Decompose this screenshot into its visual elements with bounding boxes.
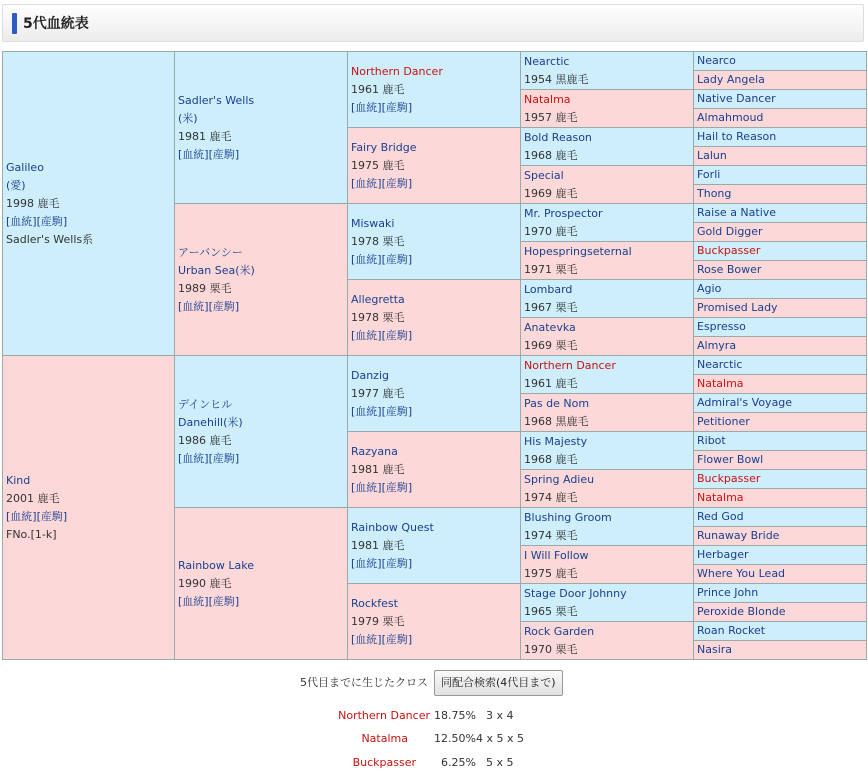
gen5-cell	[694, 204, 867, 223]
gen3-cell	[348, 280, 521, 356]
horse-name-link[interactable]: Fairy Bridge	[351, 140, 417, 154]
gen4-cell	[521, 470, 694, 508]
gen2-cell	[175, 52, 348, 204]
birth-year-color: 1968 黒鹿毛	[524, 414, 589, 428]
gen5-cell	[694, 280, 867, 299]
horse-name-link[interactable]: Allegretta	[351, 292, 405, 306]
pedigree-links[interactable]: [血統][産駒]	[178, 594, 240, 608]
gen4-cell	[521, 128, 694, 166]
birth-year-color: 1968 鹿毛	[524, 452, 578, 466]
pedigree-links[interactable]: [血統][産駒]	[351, 100, 413, 114]
gen3-cell	[348, 432, 521, 508]
birth-year-color: 1970 鹿毛	[524, 224, 578, 238]
horse-name-link[interactable]: Gold Digger	[697, 225, 763, 238]
birth-year-color: 2001 鹿毛	[6, 491, 60, 505]
horse-name-link[interactable]: Forli	[697, 168, 721, 181]
cross-label: 5代目までに生じたクロス	[300, 676, 428, 689]
horse-name-link[interactable]: Ribot	[697, 434, 726, 447]
birth-year-color: 1979 栗毛	[351, 614, 405, 628]
birth-year-color: 1978 栗毛	[351, 234, 405, 248]
horse-name-link[interactable]: Thong	[697, 187, 732, 200]
birth-year-color: 1957 鹿毛	[524, 110, 578, 124]
horse-name-link[interactable]: Sadler's Wells	[178, 93, 255, 107]
header-accent-bar	[12, 13, 17, 34]
cross-percent: 6.25%	[441, 756, 476, 769]
horse-name-link[interactable]: Lady Angela	[697, 73, 765, 86]
horse-name-link[interactable]: Rainbow Lake	[178, 558, 254, 572]
horse-name-link[interactable]: Red God	[697, 510, 744, 523]
gen3-cell	[348, 356, 521, 432]
gen5-cell	[694, 394, 867, 413]
birth-year-color: 1998 鹿毛	[6, 196, 60, 210]
horse-name-jp-link[interactable]: アーバンシー	[178, 245, 243, 259]
cross-percent: 18.75%	[434, 709, 476, 722]
horse-name-link[interactable]: Lombard	[524, 282, 573, 296]
gen5-cell	[694, 489, 867, 508]
horse-name-link[interactable]: Blushing Groom	[524, 510, 612, 524]
same-mating-search-button[interactable]: 同配合検索(4代目まで)	[434, 670, 563, 696]
horse-name-link[interactable]: Rose Bower	[697, 263, 762, 276]
horse-name-link[interactable]: Danehill(米)	[178, 415, 243, 429]
horse-name-link[interactable]: Where You Lead	[697, 567, 786, 580]
cross-percent: 12.50%	[434, 732, 476, 745]
birth-year-color: 1981 鹿毛	[351, 538, 405, 552]
horse-name-link[interactable]: Northern Dancer	[351, 64, 443, 78]
birth-year-color: 1977 鹿毛	[351, 386, 405, 400]
pedigree-links[interactable]: [血統][産駒]	[351, 176, 413, 190]
pedigree-links[interactable]: [血統][産駒]	[351, 632, 413, 646]
gen5-cell	[694, 356, 867, 375]
gen5-cell	[694, 508, 867, 527]
gen5-cell	[694, 185, 867, 204]
horse-name-link[interactable]: Miswaki	[351, 216, 395, 230]
horse-name-link[interactable]: Northern Dancer	[524, 358, 616, 372]
gen5-cell	[694, 109, 867, 128]
birth-year-color: 1968 鹿毛	[524, 148, 578, 162]
horse-name-link[interactable]: Almyra	[697, 339, 737, 352]
cross-row	[270, 708, 530, 724]
gen4-cell	[521, 356, 694, 394]
horse-name-link[interactable]: Stage Door Johnny	[524, 586, 627, 600]
gen3-cell	[348, 204, 521, 280]
family-number: FNo.[1-k]	[6, 527, 57, 541]
gen5-cell	[694, 147, 867, 166]
horse-name-link[interactable]: Rock Garden	[524, 624, 595, 638]
gen5-cell	[694, 565, 867, 584]
cross-horse-link[interactable]: Natalma	[361, 732, 408, 745]
pedigree-links[interactable]: [血統][産駒]	[178, 147, 240, 161]
horse-name-link[interactable]: Admiral's Voyage	[697, 396, 793, 409]
gen5-cell	[694, 375, 867, 394]
gen1-dam-cell	[3, 356, 175, 660]
birth-year-color: 1969 栗毛	[524, 338, 578, 352]
birth-year-color: 1970 栗毛	[524, 642, 578, 656]
gen4-cell	[521, 432, 694, 470]
gen5-cell	[694, 223, 867, 242]
gen2-cell	[175, 204, 348, 356]
gen4-cell	[521, 318, 694, 356]
gen5-cell	[694, 451, 867, 470]
gen5-cell	[694, 261, 867, 280]
birth-year-color: 1986 鹿毛	[178, 433, 232, 447]
gen4-cell	[521, 546, 694, 584]
pedigree-links[interactable]: [血統][産駒]	[351, 252, 413, 266]
pedigree-links[interactable]: [血統][産駒]	[6, 509, 68, 523]
horse-name-link[interactable]: Anatevka	[524, 320, 576, 334]
horse-name-link[interactable]: Roan Rocket	[697, 624, 766, 637]
gen5-cell	[694, 603, 867, 622]
horse-name-link[interactable]: Hail to Reason	[697, 130, 777, 143]
pedigree-links[interactable]: [血統][産駒]	[351, 480, 413, 494]
pedigree-links[interactable]: [血統][産駒]	[6, 214, 68, 228]
horse-name-link[interactable]: Bold Reason	[524, 130, 592, 144]
horse-name-link[interactable]: Buckpasser	[697, 472, 761, 485]
horse-name-link[interactable]: Natalma	[524, 92, 571, 106]
horse-name-link[interactable]: Prince John	[697, 586, 759, 599]
gen4-cell	[521, 90, 694, 128]
country: (愛)	[6, 178, 26, 192]
gen5-cell	[694, 546, 867, 565]
horse-name-link[interactable]: Danzig	[351, 368, 389, 382]
horse-name-link[interactable]: His Majesty	[524, 434, 588, 448]
gen3-cell	[348, 128, 521, 204]
gen5-cell	[694, 622, 867, 641]
gen4-cell	[521, 242, 694, 280]
birth-year-color: 1965 栗毛	[524, 604, 578, 618]
gen4-cell	[521, 508, 694, 546]
gen5-cell	[694, 318, 867, 337]
pedigree-links[interactable]: [血統][産駒]	[351, 404, 413, 418]
gen3-cell	[348, 584, 521, 660]
birth-year-color: 1975 鹿毛	[524, 566, 578, 580]
horse-name-link[interactable]: Galileo	[6, 160, 44, 174]
horse-name-link[interactable]: Spring Adieu	[524, 472, 595, 486]
birth-year-color: 1971 栗毛	[524, 262, 578, 276]
horse-name-jp-link[interactable]: デインヒル	[178, 397, 233, 411]
horse-name-link[interactable]: Razyana	[351, 444, 398, 458]
cross-horse-link[interactable]: Buckpasser	[352, 756, 416, 769]
horse-name-link[interactable]: Herbager	[697, 548, 749, 561]
cross-generations: 4 x 5 x 5	[476, 732, 525, 745]
birth-year-color: 1978 栗毛	[351, 310, 405, 324]
gen5-cell	[694, 52, 867, 71]
pedigree-links[interactable]: [血統][産駒]	[351, 328, 413, 342]
horse-name-link[interactable]: Rainbow Quest	[351, 520, 434, 534]
birth-year-color: 1981 鹿毛	[351, 462, 405, 476]
horse-name-link[interactable]: Lalun	[697, 149, 727, 162]
gen5-cell	[694, 299, 867, 318]
cross-horse-link[interactable]: Northern Dancer	[338, 709, 430, 722]
gen4-cell	[521, 52, 694, 90]
gen5-cell	[694, 432, 867, 451]
horse-name-link[interactable]: Mr. Prospector	[524, 206, 603, 220]
gen2-cell	[175, 356, 348, 508]
horse-name-link[interactable]: I Will Follow	[524, 548, 589, 562]
cross-generations: 3 x 4	[486, 709, 514, 722]
birth-year-color: 1967 栗毛	[524, 300, 578, 314]
horse-name-link[interactable]: Natalma	[697, 377, 744, 390]
birth-year-color: 1974 鹿毛	[524, 490, 578, 504]
birth-year-color: 1961 鹿毛	[524, 376, 578, 390]
gen5-cell	[694, 641, 867, 660]
gen5-cell	[694, 337, 867, 356]
birth-year-color: 1974 栗毛	[524, 528, 578, 542]
birth-year-color: 1961 鹿毛	[351, 82, 405, 96]
gen4-cell	[521, 584, 694, 622]
gen5-cell	[694, 71, 867, 90]
pedigree-table	[2, 51, 867, 660]
gen5-cell	[694, 166, 867, 185]
birth-year-color: 1969 鹿毛	[524, 186, 578, 200]
birth-year-color: 1981 鹿毛	[178, 129, 232, 143]
gen4-cell	[521, 204, 694, 242]
gen5-cell	[694, 413, 867, 432]
birth-year-color: 1954 黒鹿毛	[524, 72, 589, 86]
gen1-sire-cell	[3, 52, 175, 356]
horse-name-link[interactable]: Agio	[697, 282, 722, 295]
pedigree-links[interactable]: [血統][産駒]	[178, 451, 240, 465]
horse-name-link[interactable]: Buckpasser	[697, 244, 761, 257]
horse-name-link[interactable]: Nasira	[697, 643, 733, 656]
country: (米)	[178, 111, 198, 125]
cross-row	[270, 731, 530, 747]
horse-name-link[interactable]: Kind	[6, 473, 31, 487]
horse-name-link[interactable]: Hopespringseternal	[524, 244, 632, 258]
gen5-cell	[694, 242, 867, 261]
birth-year-color: 1990 鹿毛	[178, 576, 232, 590]
horse-name-link[interactable]: Flower Bowl	[697, 453, 764, 466]
gen4-cell	[521, 166, 694, 204]
gen4-cell	[521, 280, 694, 318]
horse-name-link[interactable]: Rockfest	[351, 596, 398, 610]
horse-name-link[interactable]: Runaway Bride	[697, 529, 780, 542]
horse-name-link[interactable]: Pas de Nom	[524, 396, 590, 410]
birth-year-color: 1975 鹿毛	[351, 158, 405, 172]
section-header	[2, 4, 864, 42]
birth-year-color: 1989 栗毛	[178, 281, 232, 295]
horse-name-link[interactable]: Peroxide Blonde	[697, 605, 786, 618]
horse-name-link[interactable]: Nearco	[697, 54, 736, 67]
sire-line: Sadler's Wells系	[6, 232, 94, 246]
horse-name-link[interactable]: Native Dancer	[697, 92, 776, 105]
horse-name-link[interactable]: Espresso	[697, 320, 746, 333]
horse-name-link[interactable]: Petitioner	[697, 415, 750, 428]
horse-name-link[interactable]: Special	[524, 168, 564, 182]
gen5-cell	[694, 584, 867, 603]
gen5-cell	[694, 128, 867, 147]
gen3-cell	[348, 508, 521, 584]
cross-generations: 5 x 5	[486, 756, 514, 769]
gen5-cell	[694, 527, 867, 546]
page-title: 5代血統表	[23, 16, 89, 32]
gen2-cell	[175, 508, 348, 660]
horse-name-link[interactable]: Natalma	[697, 491, 744, 504]
horse-name-link[interactable]: Almahmoud	[697, 111, 764, 124]
horse-name-link[interactable]: Urban Sea(米)	[178, 263, 255, 277]
horse-name-link[interactable]: Nearctic	[524, 54, 570, 68]
gen4-cell	[521, 622, 694, 660]
cross-row	[270, 755, 530, 771]
pedigree-links[interactable]: [血統][産駒]	[178, 299, 240, 313]
gen3-cell	[348, 52, 521, 128]
horse-name-link[interactable]: Nearctic	[697, 358, 743, 371]
gen5-cell	[694, 90, 867, 109]
pedigree-links[interactable]: [血統][産駒]	[351, 556, 413, 570]
gen5-cell	[694, 470, 867, 489]
gen4-cell	[521, 394, 694, 432]
horse-name-link[interactable]: Raise a Native	[697, 206, 777, 219]
horse-name-link[interactable]: Promised Lady	[697, 301, 778, 314]
